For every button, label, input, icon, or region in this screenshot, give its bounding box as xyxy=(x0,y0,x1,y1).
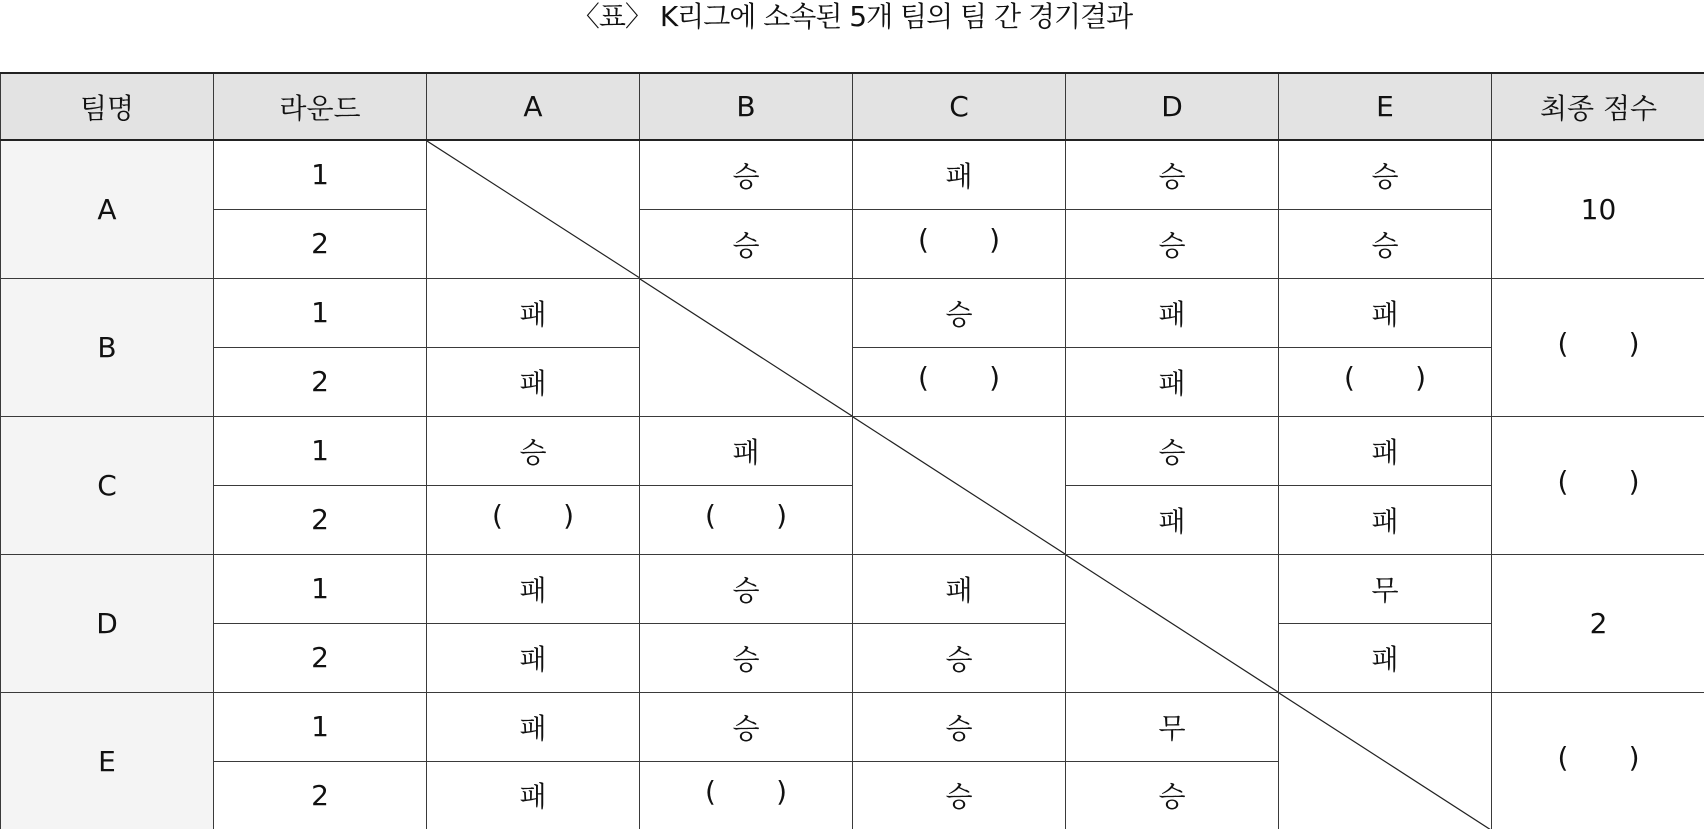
diagonal-line-icon xyxy=(427,141,639,278)
blank-result-cell xyxy=(640,485,853,554)
blank-final-score-cell xyxy=(1492,692,1704,829)
table-row-team-b-round-1 xyxy=(1,278,1704,347)
table-row-team-d-round-2 xyxy=(1,623,1704,692)
result-cell: 승 xyxy=(1066,416,1279,485)
result-cell: 패 xyxy=(1279,485,1492,554)
result-cell: 승 xyxy=(853,278,1066,347)
blank-result-cell xyxy=(640,761,853,829)
result-cell: 무 xyxy=(1279,554,1492,623)
round-cell: 1 xyxy=(214,140,427,209)
round-cell: 2 xyxy=(214,347,427,416)
blank-placeholder: ( ) xyxy=(1344,361,1426,394)
self-match-diagonal-cell xyxy=(640,278,853,416)
result-cell: 승 xyxy=(640,692,853,761)
blank-placeholder: ( ) xyxy=(705,499,787,532)
result-cell: 승 xyxy=(640,623,853,692)
header-vs-e: E xyxy=(1279,73,1492,140)
result-cell: 패 xyxy=(1279,278,1492,347)
blank-placeholder: ( ) xyxy=(1557,464,1640,498)
final-score-cell: 10 xyxy=(1492,140,1704,278)
team-name-cell: E xyxy=(1,692,214,829)
blank-result-cell xyxy=(853,209,1066,278)
result-cell: 패 xyxy=(1066,485,1279,554)
header-team-name: 팀명 xyxy=(1,73,214,140)
result-cell: 승 xyxy=(853,692,1066,761)
result-cell: 승 xyxy=(1066,761,1279,829)
result-cell: 패 xyxy=(853,140,1066,209)
result-cell: 패 xyxy=(853,554,1066,623)
round-cell: 1 xyxy=(214,692,427,761)
round-cell: 1 xyxy=(214,554,427,623)
blank-placeholder: ( ) xyxy=(492,499,574,532)
result-cell: 승 xyxy=(1066,140,1279,209)
match-results-table xyxy=(0,72,1704,829)
diagonal-line-icon xyxy=(1279,693,1491,829)
blank-final-score-cell xyxy=(1492,278,1704,416)
round-cell: 2 xyxy=(214,761,427,829)
result-cell: 승 xyxy=(853,761,1066,829)
result-cell: 승 xyxy=(1279,209,1492,278)
result-cell: 패 xyxy=(427,761,640,829)
header-vs-b: B xyxy=(640,73,853,140)
diagonal-line-icon xyxy=(853,417,1065,554)
table-row-team-a-round-2 xyxy=(1,209,1704,278)
diagonal-line-icon xyxy=(1066,555,1278,692)
blank-final-score-cell xyxy=(1492,416,1704,554)
table-row-team-a-round-1 xyxy=(1,140,1704,209)
self-match-diagonal-cell xyxy=(1066,554,1279,692)
result-cell: 패 xyxy=(1279,623,1492,692)
round-cell: 1 xyxy=(214,278,427,347)
result-cell: 승 xyxy=(853,623,1066,692)
result-cell: 승 xyxy=(640,209,853,278)
self-match-diagonal-cell xyxy=(427,140,640,278)
team-name-cell: B xyxy=(1,278,214,416)
blank-placeholder: ( ) xyxy=(1557,740,1640,774)
table-row-team-c-round-1 xyxy=(1,416,1704,485)
header-vs-d: D xyxy=(1066,73,1279,140)
header-vs-a: A xyxy=(427,73,640,140)
result-cell: 승 xyxy=(640,554,853,623)
blank-placeholder: ( ) xyxy=(918,361,1000,394)
final-score-cell: 2 xyxy=(1492,554,1704,692)
result-cell: 승 xyxy=(640,140,853,209)
round-cell: 1 xyxy=(214,416,427,485)
blank-placeholder: ( ) xyxy=(1557,326,1640,360)
blank-result-cell xyxy=(1279,347,1492,416)
table-row-team-e-round-1 xyxy=(1,692,1704,761)
self-match-diagonal-cell xyxy=(1279,692,1492,829)
self-match-diagonal-cell xyxy=(853,416,1066,554)
result-cell: 패 xyxy=(427,554,640,623)
result-cell: 패 xyxy=(427,278,640,347)
result-cell: 승 xyxy=(1066,209,1279,278)
result-cell: 승 xyxy=(1279,140,1492,209)
result-cell: 패 xyxy=(427,692,640,761)
round-cell: 2 xyxy=(214,485,427,554)
table-row-team-d-round-1 xyxy=(1,554,1704,623)
blank-placeholder: ( ) xyxy=(918,223,1000,256)
round-cell: 2 xyxy=(214,209,427,278)
round-cell: 2 xyxy=(214,623,427,692)
result-cell: 패 xyxy=(1279,416,1492,485)
result-cell: 패 xyxy=(1066,347,1279,416)
result-cell: 패 xyxy=(1066,278,1279,347)
team-name-cell: D xyxy=(1,554,214,692)
team-name-cell: A xyxy=(1,140,214,278)
table-title: 〈표〉 K리그에 소속된 5개 팀의 팀 간 경기결과 xyxy=(571,0,1133,33)
diagonal-line-icon xyxy=(640,279,852,416)
header-row xyxy=(1,73,1704,140)
result-cell: 무 xyxy=(1066,692,1279,761)
header-vs-c: C xyxy=(853,73,1066,140)
result-cell: 패 xyxy=(427,623,640,692)
result-cell: 패 xyxy=(640,416,853,485)
result-cell: 승 xyxy=(427,416,640,485)
team-name-cell: C xyxy=(1,416,214,554)
blank-result-cell xyxy=(427,485,640,554)
blank-placeholder: ( ) xyxy=(705,774,787,808)
header-round: 라운드 xyxy=(214,73,427,140)
header-final-score: 최종 점수 xyxy=(1492,73,1704,140)
blank-result-cell xyxy=(853,347,1066,416)
result-cell: 패 xyxy=(427,347,640,416)
